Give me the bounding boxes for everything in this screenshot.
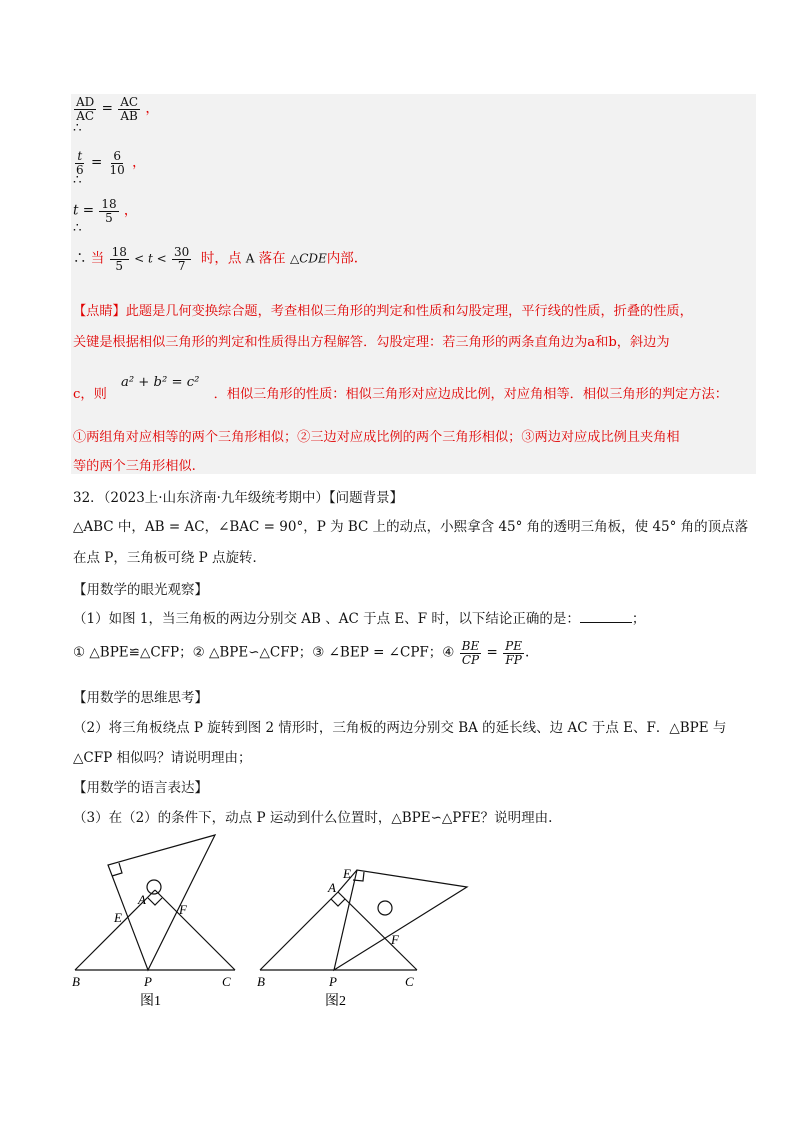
question-2-line-2: △CFP 相似吗？请说明理由； <box>73 750 252 766</box>
fig1-right-angle-mark-a <box>148 898 162 905</box>
fig2-caption: 图2 <box>325 994 346 1009</box>
fig2-label-p: P <box>329 974 337 989</box>
fig2-label-e: E <box>343 866 351 881</box>
fraction-ac-ab: $\frac{AC}{AB}$ <box>120 95 139 123</box>
solution-step-3: t = $\frac{18}{5}$ ， <box>73 197 138 225</box>
fig1-label-p: P <box>144 974 152 989</box>
fig2-segment-ab <box>260 892 338 970</box>
question-1-options: ① △BPE≌△CFP；② △BPE∽△CFP；③ ∠BEP = ∠CPF；④ $\frac{BE}{CP}$ = $\frac{PE}{FP}$ . <box>73 639 530 667</box>
figure-2 <box>245 830 485 1020</box>
therefore-2: ∴ <box>73 172 82 188</box>
comment-line-2: 关键是根据相似三角形的判定和性质得出方程解答．勾股定理：若三角形的两条直角边为a和b，斜边为 <box>73 335 670 350</box>
comment-line-3: c，则 a² + b² = c² ．相似三角形的性质：相似三角形对应边成比例，对应角相等．相似三角形的判定方法： <box>73 375 728 402</box>
comment-line-4: ①两组角对应相等的两个三角形相似；②三边对应成比例的两个三角形相似；③两边对应成比例且夹角相 <box>73 430 680 445</box>
fig1-label-e: E <box>114 910 122 925</box>
problem-header: 32．（2023上·山东济南·九年级统考期中）【问题背景】 <box>73 490 404 506</box>
solution-step-4: ∴ 当 $\frac{18}{5}$ < t < $\frac{30}{7}$ 时，点 A 落在 △CDE内部. <box>73 245 359 273</box>
question-3: （3）在（2）的条件下，动点 P 运动到什么位置时，△BPE∽△PFE？说明理由. <box>73 810 553 826</box>
question-1: （1）如图 1，当三角板的两边分别交 AB 、AC 于点 E、F 时，以下结论正确的是： ； <box>73 611 646 627</box>
answer-blank <box>580 610 632 623</box>
fig1-circle <box>147 880 161 894</box>
fig1-right-angle-mark-square <box>112 863 122 876</box>
therefore-1: ∴ <box>73 120 82 136</box>
fig1-set-square <box>108 835 215 970</box>
fig2-set-square <box>334 870 467 970</box>
fig2-label-a: A <box>328 880 336 895</box>
fig1-segment-ac <box>155 890 235 970</box>
section-think: 【用数学的思维思考】 <box>73 690 208 706</box>
fig2-label-f: F <box>391 932 399 947</box>
fig1-caption: 图1 <box>140 994 161 1009</box>
therefore-3: ∴ <box>73 220 82 236</box>
fig2-right-angle-mark-a <box>331 899 345 906</box>
solution-shaded-box <box>71 94 756 474</box>
fig2-label-c: C <box>405 974 414 989</box>
comment-line-1: 【点睛】此题是几何变换综合题，考查相似三角形的判定和性质和勾股定理，平行线的性质，折叠的性质， <box>73 304 693 319</box>
solution-step-1: $\frac{AD}{AC}$ = $\frac{AC}{AB}$ ， <box>76 95 159 123</box>
section-express: 【用数学的语言表达】 <box>73 780 208 796</box>
fig2-circle <box>378 901 392 915</box>
fig1-label-c: C <box>222 974 231 989</box>
problem-background-1: △ABC 中，AB = AC，∠BAC = 90°，P 为 BC 上的动点，小熙拿含 45° 角的透明三角板，使 45° 角的顶点落 <box>73 519 749 535</box>
fig1-label-f: F <box>179 902 187 917</box>
solution-step-2: $\frac{t}{6}$ = $\frac{6}{10}$ ， <box>76 149 146 177</box>
fig2-label-b: B <box>257 974 265 989</box>
figure-1 <box>60 830 260 1020</box>
comment-line-5: 等的两个三角形相似. <box>73 459 196 474</box>
problem-background-2: 在点 P，三角板可绕 P 点旋转． <box>73 550 267 566</box>
section-observe: 【用数学的眼光观察】 <box>73 582 208 598</box>
fig1-label-a: A <box>138 892 146 907</box>
question-2-line-1: （2）将三角板绕点 P 旋转到图 2 情形时，三角板的两边分别交 BA 的延长线、边 AC 于点 E、F．△BPE 与 <box>73 720 727 736</box>
fraction-ad-ac: $\frac{AD}{AC}$ <box>76 95 95 123</box>
fig1-label-b: B <box>72 974 80 989</box>
